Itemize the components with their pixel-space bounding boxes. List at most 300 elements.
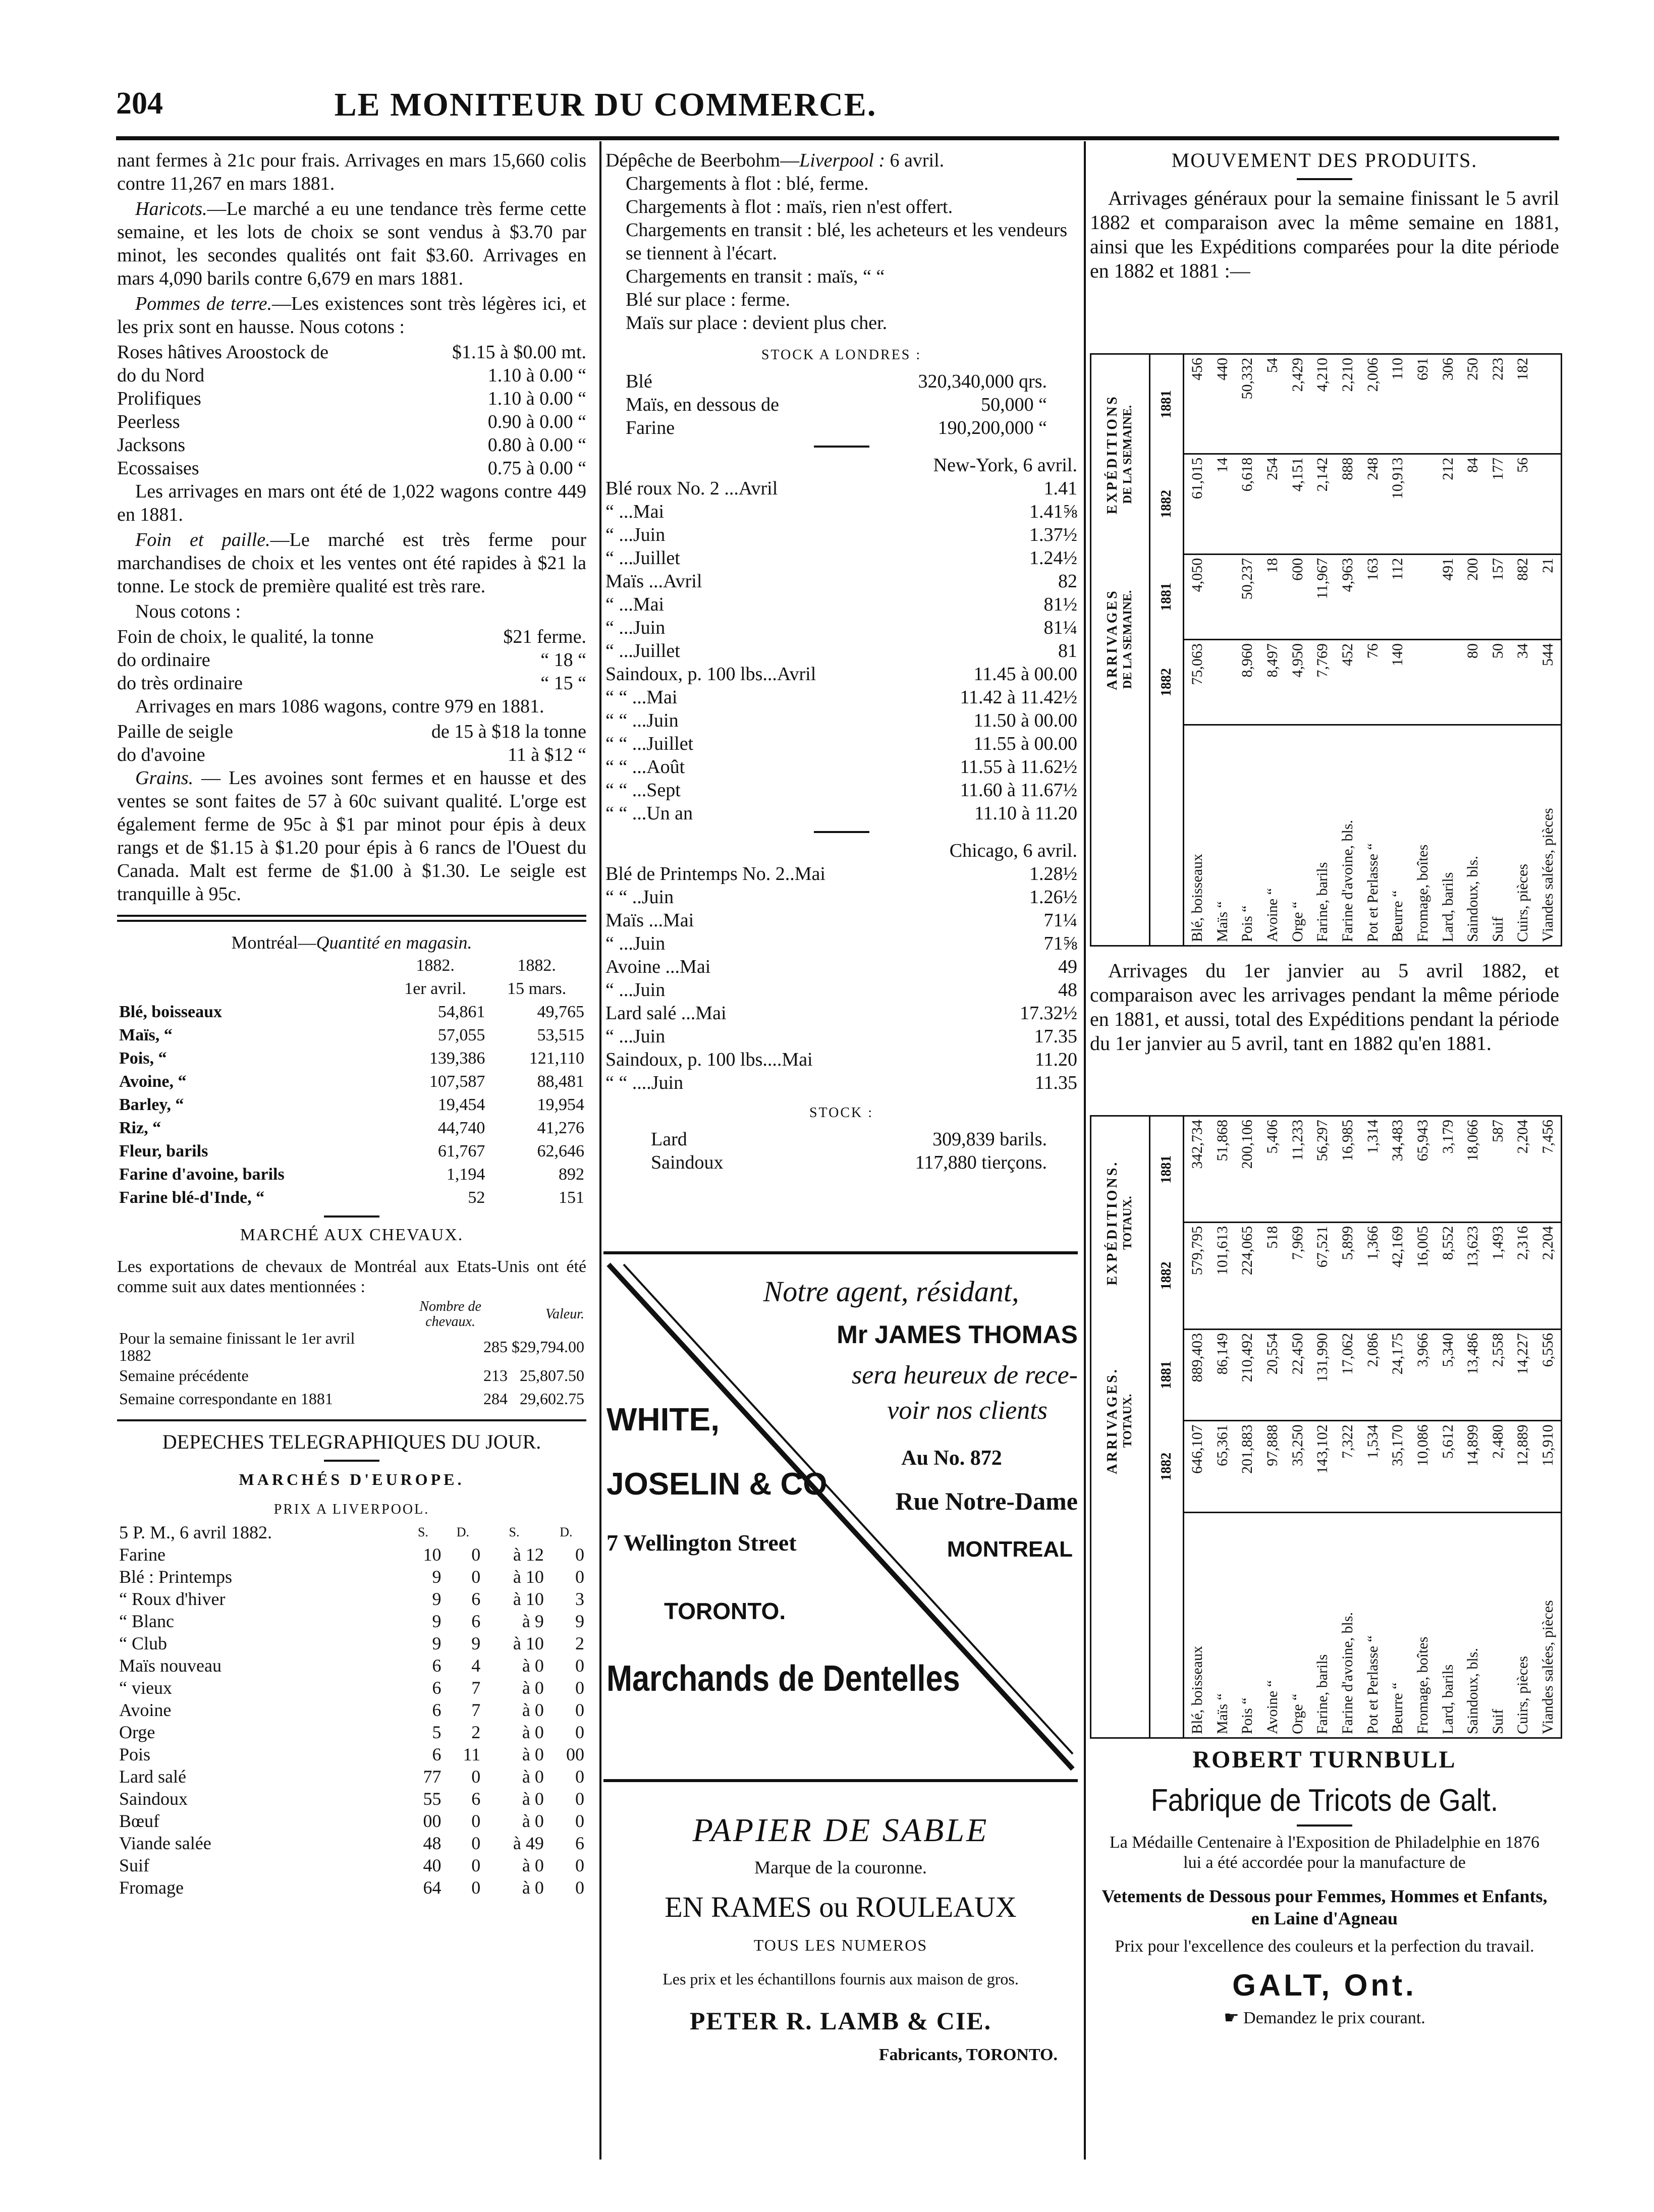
item-name: Avoine “: [1264, 888, 1281, 942]
table-row: [1260, 1117, 1285, 1737]
price-cell: 0: [575, 1678, 584, 1698]
price-cell: à 0: [522, 1766, 544, 1787]
price-cell: 0: [471, 1766, 481, 1787]
price-cell: 2: [575, 1633, 584, 1653]
col-head: D.: [456, 1525, 469, 1539]
price-row: [605, 955, 1077, 978]
value-cell: 2,316: [1511, 1222, 1536, 1329]
beerbohm-lines: [605, 172, 1077, 335]
item-name: “ ...Mai: [605, 594, 665, 615]
price-row: [605, 932, 1077, 955]
value-cell: 6,556: [1535, 1329, 1561, 1421]
price-cell: 00: [566, 1744, 584, 1764]
paragraph: nant fermes à 21c pour frais. Arrivages en mars 15,660 colis contre 11,267 en mars 1881.: [117, 150, 586, 194]
col-head: 1er avril.: [404, 979, 466, 998]
price-row: [117, 743, 586, 766]
table-row: [1385, 355, 1410, 945]
item-name: Paille de seigle: [117, 721, 234, 742]
value-cell: 4,950: [1285, 640, 1310, 725]
value-cell: 14: [1210, 454, 1235, 554]
item-name: Semaine correspondante en 1881: [119, 1390, 333, 1408]
table-row: [117, 1024, 586, 1047]
item-name: Pot et Perlasse “: [1364, 843, 1381, 942]
item-name: Lard: [651, 1129, 687, 1150]
value-cell: 223: [1485, 355, 1511, 454]
value-cell: 8,960: [1235, 640, 1260, 725]
price-cell: à 0: [522, 1877, 544, 1898]
value-cell: 2,480: [1485, 1421, 1511, 1513]
table-row: [1260, 355, 1285, 945]
price-row: [605, 862, 1077, 886]
table-row: [117, 1070, 586, 1093]
item-value: 11.45 à 00.00: [973, 663, 1077, 685]
value-cell: 13,623: [1460, 1222, 1485, 1329]
item-name: Jacksons: [117, 434, 186, 456]
price-row: [605, 802, 1077, 825]
item-name: do d'avoine: [117, 744, 205, 765]
value-1882-mar: 53,515: [537, 1026, 584, 1044]
item-value: 17.35: [1034, 1026, 1077, 1047]
price-cell: à 0: [522, 1744, 544, 1764]
horses-table: [117, 1299, 586, 1410]
item-name: “ ...Juin: [605, 979, 666, 1001]
table-row: [117, 1765, 586, 1788]
item-name: Peerless: [117, 411, 180, 432]
item-value: 81: [1058, 640, 1077, 661]
year-head: 1882: [1149, 1421, 1184, 1513]
advert-text: La Médaille Centenaire à l'Exposition de Philadelphie en 1876 lui a été accordée pour la manufacture de: [1109, 1833, 1540, 1872]
liverpool-prices-table: [117, 1521, 586, 1899]
price-cell: 40: [423, 1855, 442, 1875]
price-cell: 0: [575, 1855, 584, 1875]
price-cell: à 10: [513, 1589, 544, 1609]
paragraph-haricots: Haricots.—Le marché a eu une tendance très ferme cette semaine, et les lots de choix se sont vendus à $3.70 par minot, les secondes qualités ont fait $3.60. Arrivages en mars 4,090 barils contre 6,679 en mars 1881.: [117, 198, 586, 289]
row-head-spacer: [1149, 725, 1184, 945]
item-name: Suif: [119, 1855, 150, 1875]
page-number: 204: [116, 86, 163, 121]
item-value: “ 18 “: [540, 649, 586, 671]
advert-firm: JOSELIN & CO: [607, 1467, 828, 1502]
value-cell: 177: [1485, 454, 1511, 554]
value-cell: 342,734: [1184, 1117, 1210, 1222]
value-cell: 1,534: [1360, 1421, 1386, 1513]
item-name: “ ...Juin: [605, 933, 666, 954]
divider: [814, 831, 869, 833]
value-cell: 13,486: [1460, 1329, 1485, 1421]
price-cell: 6: [432, 1678, 442, 1698]
item-value: 1.26½: [1029, 887, 1077, 908]
advert-turnbull: [1090, 1746, 1559, 2180]
value-cell: 50,237: [1235, 554, 1260, 639]
horse-count: 285: [483, 1338, 508, 1356]
value-cell: 51,868: [1210, 1117, 1235, 1222]
dispatch-line: Blé sur place : ferme.: [626, 289, 791, 310]
item-name: “ “ ...Mai: [605, 687, 678, 708]
price-row: [117, 364, 586, 387]
value-cell: 21: [1535, 554, 1561, 639]
london-stock-title: STOCK A LONDRES :: [761, 347, 922, 363]
table-row: [1485, 355, 1511, 945]
table-row: [117, 1721, 586, 1743]
price-cell: 0: [471, 1567, 481, 1587]
item-name: Avoine ...Mai: [605, 956, 711, 977]
section-rule: [117, 915, 586, 922]
price-cell: 0: [575, 1700, 584, 1720]
value-cell: 2,142: [1310, 454, 1336, 554]
row-head-spacer: [1091, 1512, 1149, 1737]
table-row: [1310, 1117, 1336, 1737]
value-cell: 2,204: [1511, 1117, 1536, 1222]
table-row: [1511, 355, 1536, 945]
item-value: de 15 à $18 la tonne: [431, 721, 586, 742]
advert-title: PAPIER DE SABLE: [692, 1812, 989, 1849]
item-name: Suif: [1489, 916, 1506, 942]
horse-value: 25,807.50: [520, 1366, 584, 1385]
price-row: [605, 886, 1077, 909]
value-cell: 3,179: [1436, 1117, 1461, 1222]
paragraph: Les arrivages en mars ont été de 1,022 wagons contre 449 en 1881.: [117, 481, 586, 525]
value-cell: 34: [1511, 640, 1536, 725]
group-sub: TOTAUX.: [1121, 1394, 1134, 1448]
price-cell: 9: [575, 1611, 584, 1631]
value-cell: 306: [1436, 355, 1461, 454]
table-row: [1511, 1117, 1536, 1737]
price-cell: à 0: [522, 1678, 544, 1698]
pointing-hand-icon: ☛: [1224, 2009, 1244, 2027]
chicago-stock: [605, 1128, 1077, 1174]
chicago-prices: [605, 862, 1077, 1094]
divider: [1297, 1824, 1352, 1827]
value-1882-mar: 121,110: [529, 1049, 584, 1068]
item-value: 11.55 à 11.62½: [960, 756, 1077, 778]
price-cell: 0: [575, 1567, 584, 1587]
value-cell: 56: [1511, 454, 1536, 554]
table-row: [117, 1654, 586, 1677]
value-cell: 11,233: [1285, 1117, 1310, 1222]
advert-text: Vetements de Dessous pour Femmes, Hommes et Enfants, en Laine d'Agneau: [1101, 1886, 1548, 1928]
header-rule: [116, 136, 1559, 140]
item-name: Lard, barils: [1439, 1664, 1456, 1734]
item-name: Saindoux, bls.: [1464, 856, 1481, 942]
price-row: [605, 662, 1077, 686]
price-row: [626, 393, 1047, 416]
value-cell: 14,227: [1511, 1329, 1536, 1421]
value-cell: 1,314: [1360, 1117, 1386, 1222]
horse-value: 29,602.75: [520, 1390, 584, 1408]
item-name: Saindoux, p. 100 lbs...Avril: [605, 663, 816, 685]
table-row: [1310, 355, 1336, 945]
item-name: Pois “: [1239, 1697, 1256, 1734]
value-cell: 2,558: [1485, 1329, 1511, 1421]
paragraph-grains: Grains. — Les avoines sont fermes et en hausse et des ventes se sont faites de 57 à 60c suivant qualité. L'orge est également ferme de 95c à $1 par minot pour épis à deux rangs et de $1.15 à $1.20 pour épis à 6 rancs de l'Ouest du Canada. Malt est ferme de $1.00 à $1.30. Le seigle est tranquille à 95c.: [117, 767, 586, 905]
item-name: Avoine: [119, 1700, 172, 1720]
item-name: Blé de Printemps No. 2..Mai: [605, 863, 825, 884]
price-cell: 0: [575, 1811, 584, 1831]
value-cell: 8,552: [1436, 1222, 1461, 1329]
value-cell: 4,963: [1335, 554, 1360, 639]
item-name: Pois, “: [119, 1049, 167, 1068]
value-1882-mar: 892: [559, 1165, 584, 1184]
advert-line: voir nos clients: [887, 1396, 1047, 1425]
spacer: [117, 954, 383, 977]
item-name: Roses hâtives Aroostock de: [117, 342, 329, 363]
price-row: [605, 686, 1077, 709]
price-row: [605, 1002, 1077, 1025]
advert-firm: PETER R. LAMB & CIE.: [689, 2007, 992, 2035]
value-cell: 143,102: [1310, 1421, 1336, 1513]
price-cell: 48: [423, 1833, 442, 1853]
item-name: “ “ ...Juin: [605, 710, 679, 731]
col-head: 15 mars.: [507, 979, 567, 998]
value-cell: [1210, 640, 1235, 725]
value-cell: 10,086: [1410, 1421, 1436, 1513]
price-cell: 0: [575, 1544, 584, 1565]
value-cell: 7,769: [1310, 640, 1336, 725]
item-name: Maïs nouveau: [119, 1655, 222, 1676]
item-name: Farine d'avoine, bls.: [1339, 1612, 1356, 1734]
item-value: $21 ferme.: [503, 626, 586, 647]
dispatch-line: Maïs sur place : devient plus cher.: [626, 312, 888, 334]
rotated-table: [1091, 355, 1561, 945]
table-row: [1360, 1117, 1386, 1737]
value-cell: 11,967: [1310, 554, 1336, 639]
value-cell: 157: [1485, 554, 1511, 639]
spacer: [117, 1299, 391, 1330]
column-3-middle: [1090, 959, 1559, 1058]
value-cell: 2,086: [1360, 1329, 1386, 1421]
group-head: [1091, 554, 1149, 725]
value-cell: 101,613: [1210, 1222, 1235, 1329]
item-value: 17.32½: [1020, 1003, 1077, 1024]
price-cell: 9: [432, 1567, 442, 1587]
table-row: [117, 1186, 586, 1209]
value-cell: 4,210: [1310, 355, 1336, 454]
value-cell: 3,966: [1410, 1329, 1436, 1421]
advert-line: EN RAMES ou ROULEAUX: [665, 1891, 1017, 1923]
item-name: Fromage, boîtes: [1414, 844, 1431, 942]
price-cell: 0: [471, 1855, 481, 1875]
table-row: [117, 1364, 586, 1387]
value-cell: 18,066: [1460, 1117, 1485, 1222]
item-name: “ vieux: [119, 1678, 172, 1698]
item-name: “ Blanc: [119, 1611, 174, 1631]
item-name: Pois “: [1239, 905, 1256, 942]
item-name: Foin de choix, le qualité, la tonne: [117, 626, 374, 647]
table-row: [117, 1876, 586, 1899]
page-header: [116, 81, 1095, 131]
col-head: D.: [560, 1525, 573, 1539]
value-cell: 248: [1360, 454, 1386, 554]
item-value: $1.15 à $0.00 mt.: [452, 342, 586, 363]
table-row: [117, 1001, 586, 1024]
item-name: Maïs ...Mai: [605, 910, 694, 931]
price-cell: 10: [423, 1544, 442, 1565]
value-cell: 163: [1360, 554, 1386, 639]
weekly-movement-table: [1090, 353, 1562, 947]
value-cell: 200,106: [1235, 1117, 1260, 1222]
item-name: Farine blé-d'Inde, “: [119, 1188, 265, 1207]
table-row: [1335, 1117, 1360, 1737]
table-row: [1235, 355, 1260, 945]
value-cell: 491: [1436, 554, 1461, 639]
value-cell: 112: [1385, 554, 1410, 639]
value-1882-mar: 62,646: [537, 1142, 584, 1160]
price-cell: 0: [575, 1722, 584, 1742]
value-cell: 7,322: [1335, 1421, 1360, 1513]
value-cell: 600: [1285, 554, 1310, 639]
group-head: [1091, 1329, 1149, 1512]
item-value: 81¼: [1043, 617, 1077, 638]
price-cell: à 9: [522, 1611, 544, 1631]
group-sub: TOTAUX.: [1121, 1196, 1134, 1250]
item-name: Farine d'avoine, barils: [119, 1165, 285, 1184]
table-row: [117, 1093, 586, 1117]
advert-sub: Marque de la couronne.: [754, 1857, 927, 1877]
value-cell: 35,250: [1285, 1421, 1310, 1513]
item-name: Farine, barils: [1314, 1654, 1331, 1734]
item-name: Saindoux, p. 100 lbs....Mai: [605, 1049, 813, 1070]
value-cell: 65,943: [1410, 1117, 1436, 1222]
item-name: Beurre “: [1389, 890, 1406, 942]
price-row: [117, 648, 586, 672]
price-cell: 0: [471, 1877, 481, 1898]
chicago-date: Chicago, 6 avril.: [949, 840, 1077, 861]
item-value: 0.90 à 0.00 “: [487, 411, 586, 432]
stock-title: STOCK :: [809, 1105, 874, 1121]
value-cell: 65,361: [1210, 1421, 1235, 1513]
table-row: [1285, 355, 1310, 945]
price-row: [605, 732, 1077, 755]
item-name: Beurre “: [1389, 1682, 1406, 1734]
value-cell: 4,151: [1285, 454, 1310, 554]
item-value: 11.60 à 11.67½: [960, 780, 1077, 801]
item-name: do du Nord: [117, 365, 205, 386]
value-1882-mar: 151: [559, 1188, 584, 1207]
value-1882-mar: 49,765: [537, 1003, 584, 1021]
advert-white-joselin: [603, 1251, 1078, 1782]
value-cell: 452: [1335, 640, 1360, 725]
col-head: S.: [509, 1525, 520, 1539]
item-value: 11.10 à 11.20: [974, 803, 1077, 824]
price-cell: 00: [423, 1811, 442, 1831]
item-name: Fromage: [119, 1877, 184, 1898]
price-cell: 11: [463, 1744, 481, 1764]
item-value: 1.28½: [1029, 863, 1077, 884]
table-row: [1335, 355, 1360, 945]
table-row: [1436, 1117, 1461, 1737]
value-cell: 80: [1460, 640, 1485, 725]
value-cell: 54: [1260, 355, 1285, 454]
item-name: “ ...Juillet: [605, 640, 680, 661]
group-sub: DE LA SEMAINE.: [1121, 405, 1134, 504]
price-row: [117, 341, 586, 364]
item-name: “ ...Mai: [605, 501, 665, 522]
value-cell: 5,612: [1436, 1421, 1461, 1513]
value-cell: 224,065: [1235, 1222, 1260, 1329]
item-name: Farine, barils: [1314, 862, 1331, 942]
price-cell: 6: [575, 1833, 584, 1853]
item-name: Fleur, barils: [119, 1142, 208, 1160]
dispatch-line: Chargements en transit : maïs, “ “: [626, 266, 885, 287]
value-cell: 24,175: [1385, 1329, 1410, 1421]
advert-street: 7 Wellington Street: [607, 1530, 797, 1556]
price-row: [605, 909, 1077, 932]
price-cell: à 0: [522, 1855, 544, 1875]
table-row: [1485, 1117, 1511, 1737]
row-head-spacer: [1091, 725, 1149, 945]
item-value: 1.24½: [1029, 547, 1077, 569]
item-name: Orge “: [1289, 901, 1306, 942]
item-name: “ “ ...Sept: [605, 780, 681, 801]
table-row: [117, 1588, 586, 1610]
price-row: [117, 672, 586, 695]
price-row: [605, 779, 1077, 802]
item-name: Maïs, “: [119, 1026, 173, 1044]
item-name: “ Club: [119, 1633, 167, 1653]
price-row: [117, 457, 586, 480]
table-row: [117, 1140, 586, 1163]
table-row: [117, 1810, 586, 1832]
item-name: Farine d'avoine, bls.: [1339, 819, 1356, 942]
item-name: Blé: [626, 371, 652, 392]
table-row: [1410, 1117, 1436, 1737]
group-title: ARRIVAGES: [1104, 589, 1120, 690]
price-row: [605, 978, 1077, 1002]
liverpool-date: 5 P. M., 6 avril 1882.: [119, 1522, 272, 1542]
price-cell: à 0: [522, 1722, 544, 1742]
liverpool-title: PRIX A LIVERPOOL.: [273, 1502, 430, 1517]
group-head: [1091, 1117, 1149, 1329]
price-row: [605, 593, 1077, 616]
price-cell: à 0: [522, 1811, 544, 1831]
dispatch-title: DEPECHES TELEGRAPHIQUES DU JOUR.: [162, 1430, 541, 1453]
col-head: Nombre de chevaux.: [419, 1299, 481, 1330]
price-cell: à 12: [513, 1544, 544, 1565]
price-cell: 0: [471, 1811, 481, 1831]
table-row: [1436, 355, 1461, 945]
item-name: Saindoux: [119, 1789, 188, 1809]
value-cell: 7,969: [1285, 1222, 1310, 1329]
item-value: 50,000 “: [981, 394, 1047, 415]
item-value: 49: [1058, 956, 1077, 977]
item-name: Barley, “: [119, 1095, 184, 1114]
movement-title: MOUVEMENT DES PRODUITS.: [1171, 149, 1478, 172]
item-value: 190,200,000 “: [938, 417, 1047, 438]
advert-footer: ☛ Demandez le prix courant.: [1224, 2009, 1425, 2027]
item-name: Viande salée: [119, 1833, 211, 1853]
paragraph: Arrivages en mars 1086 wagons, contre 979 en 1881.: [135, 696, 544, 717]
item-name: Fromage, boîtes: [1414, 1636, 1431, 1734]
price-row: [117, 410, 586, 433]
price-row: [605, 500, 1077, 523]
value-cell: 579,795: [1184, 1222, 1210, 1329]
price-cell: 6: [471, 1611, 481, 1631]
advert-line: sera heureux de rece-: [851, 1361, 1078, 1390]
table-row: [117, 1387, 586, 1410]
item-name: Farine: [119, 1544, 166, 1565]
table-row: [117, 1832, 586, 1854]
price-row: [605, 546, 1077, 570]
divider: [324, 1460, 379, 1462]
value-1882-apr: 52: [468, 1188, 485, 1207]
item-value: 0.80 à 0.00 “: [487, 434, 586, 456]
group-title: EXPÉDITIONS.: [1104, 1160, 1120, 1286]
value-1882-apr: 1,194: [446, 1165, 485, 1184]
hay-prices: [117, 625, 586, 695]
value-cell: 16,005: [1410, 1222, 1436, 1329]
table-row: [117, 1566, 586, 1588]
item-name: Prolifiques: [117, 388, 201, 409]
